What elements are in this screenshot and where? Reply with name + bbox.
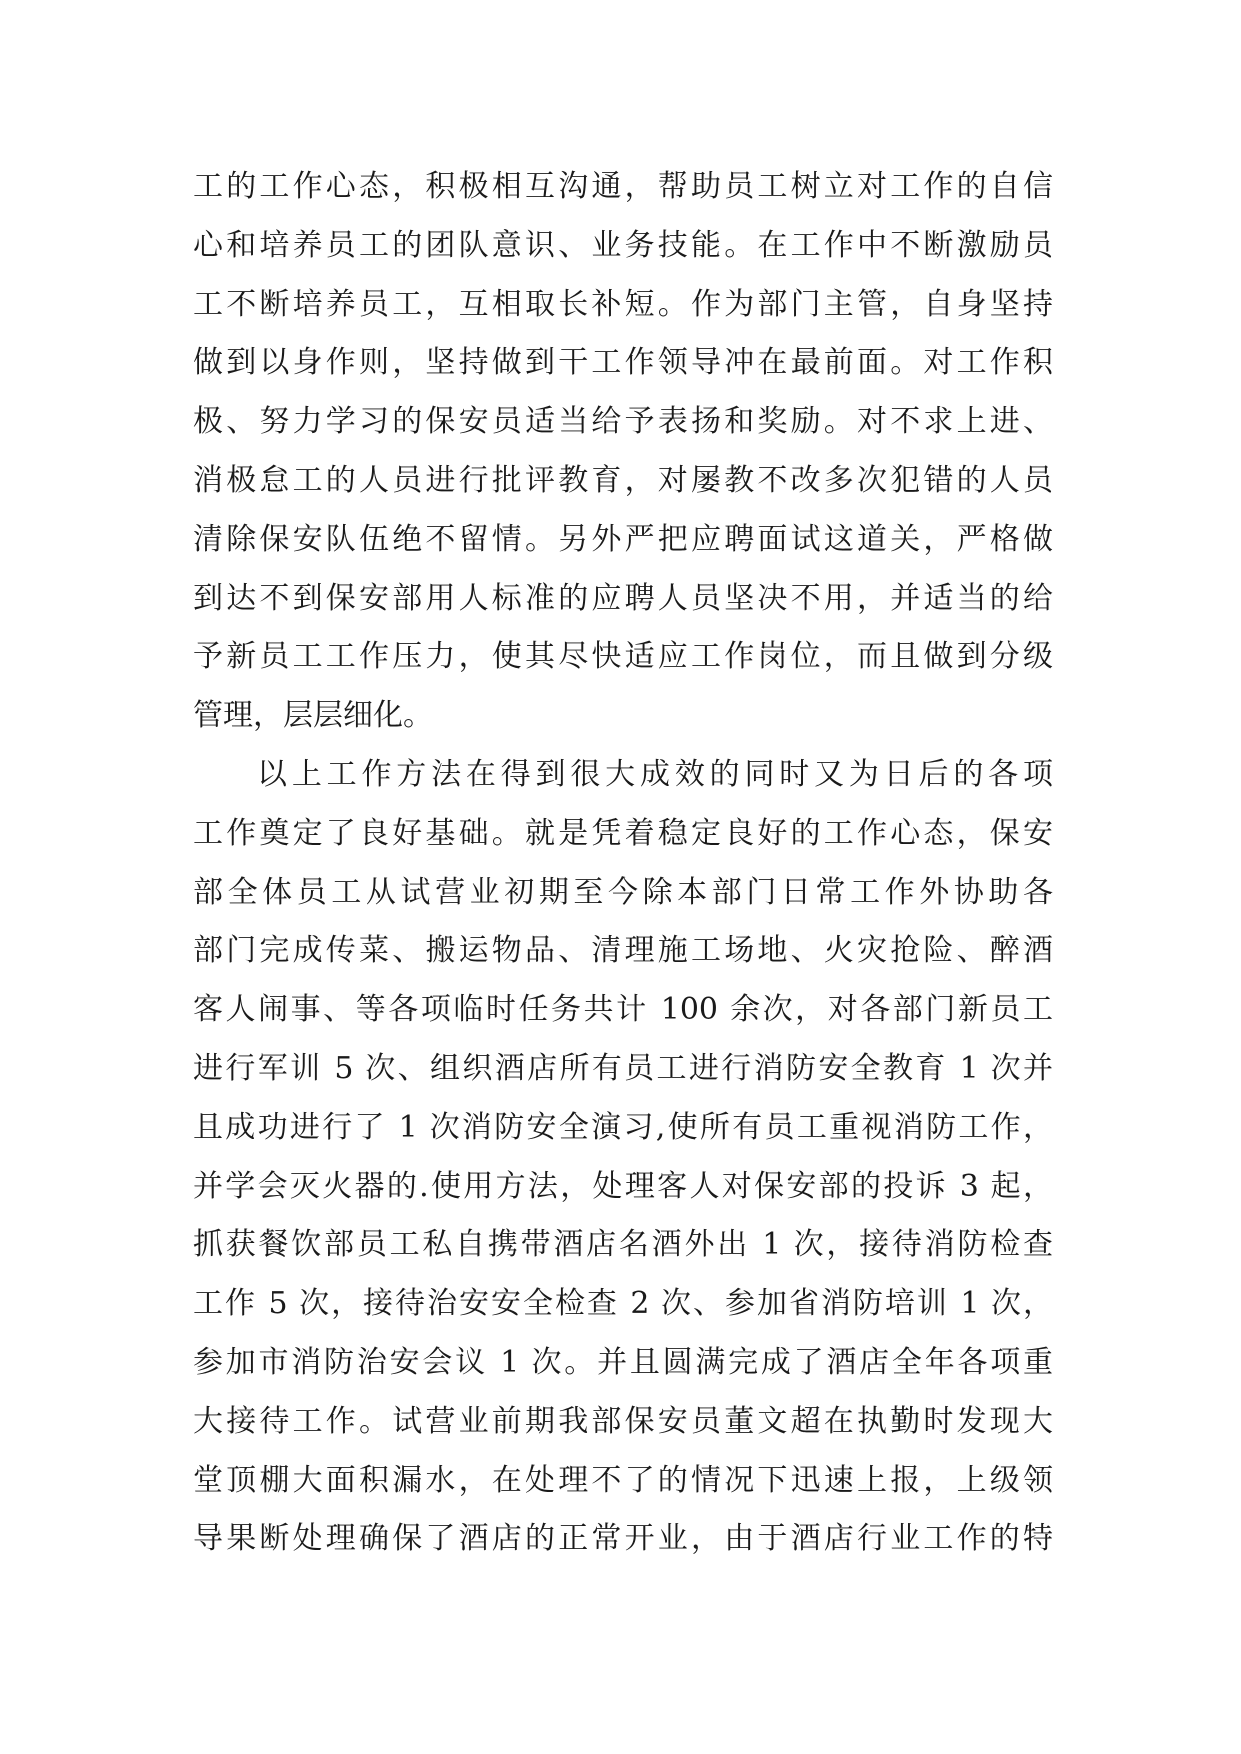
text-line: 管理，层层细化。 bbox=[193, 698, 433, 734]
text-line: 做到以身作则，坚持做到干工作领导冲在最前面。对工作积 bbox=[193, 345, 1053, 381]
text-line: 大接待工作。试营业前期我部保安员董文超在执勤时发现大 bbox=[193, 1403, 1053, 1439]
body-text bbox=[193, 158, 1053, 1569]
text-line: 予新员工工作压力，使其尽快适应工作岗位，而且做到分级 bbox=[193, 639, 1053, 675]
text-line: 以上工作方法在得到很大成效的同时又为日后的各项 bbox=[257, 756, 1053, 792]
paragraph-2 bbox=[193, 746, 1053, 1569]
text-line: 工的工作心态，积极相互沟通，帮助员工树立对工作的自信 bbox=[193, 169, 1053, 204]
text-line: 清除保安队伍绝不留情。另外严把应聘面试这道关，严格做 bbox=[193, 521, 1053, 557]
text-line: 参加市消防治安会议 1 次。并且圆满完成了酒店全年各项重 bbox=[193, 1344, 1053, 1380]
paragraph-1 bbox=[193, 158, 1053, 746]
text-line: 抓获餐饮部员工私自携带酒店名酒外出 1 次，接待消防检查 bbox=[193, 1227, 1053, 1263]
text-line: 工作奠定了良好基础。就是凭着稳定良好的工作心态，保安 bbox=[193, 815, 1053, 851]
text-line: 部全体员工从试营业初期至今除本部门日常工作外协助各 bbox=[193, 874, 1053, 910]
text-line: 且成功进行了 1 次消防安全演习,使所有员工重视消防工作， bbox=[193, 1109, 1053, 1145]
text-line: 消极怠工的人员进行批评教育，对屡教不改多次犯错的人员 bbox=[193, 462, 1053, 498]
text-line: 极、努力学习的保安员适当给予表扬和奖励。对不求上进、 bbox=[193, 404, 1053, 440]
text-line: 客人闹事、等各项临时任务共计 100 余次，对各部门新员工 bbox=[193, 992, 1053, 1028]
text-line: 并学会灭火器的.使用方法，处理客人对保安部的投诉 3 起， bbox=[193, 1168, 1053, 1204]
text-line: 心和培养员工的团队意识、业务技能。在工作中不断激励员 bbox=[193, 227, 1053, 263]
text-line: 工作 5 次，接待治安安全检查 2 次、参加省消防培训 1 次， bbox=[193, 1286, 1053, 1322]
text-line: 工不断培养员工，互相取长补短。作为部门主管，自身坚持 bbox=[193, 286, 1053, 322]
text-line: 堂顶棚大面积漏水，在处理不了的情况下迅速上报，上级领 bbox=[193, 1462, 1053, 1498]
text-line: 导果断处理确保了酒店的正常开业，由于酒店行业工作的特 bbox=[193, 1521, 1053, 1557]
text-line: 进行军训 5 次、组织酒店所有员工进行消防安全教育 1 次并 bbox=[193, 1050, 1053, 1086]
text-line: 到达不到保安部用人标准的应聘人员坚决不用，并适当的给 bbox=[193, 580, 1053, 616]
text-line: 部门完成传菜、搬运物品、清理施工场地、火灾抢险、醉酒 bbox=[193, 933, 1053, 969]
